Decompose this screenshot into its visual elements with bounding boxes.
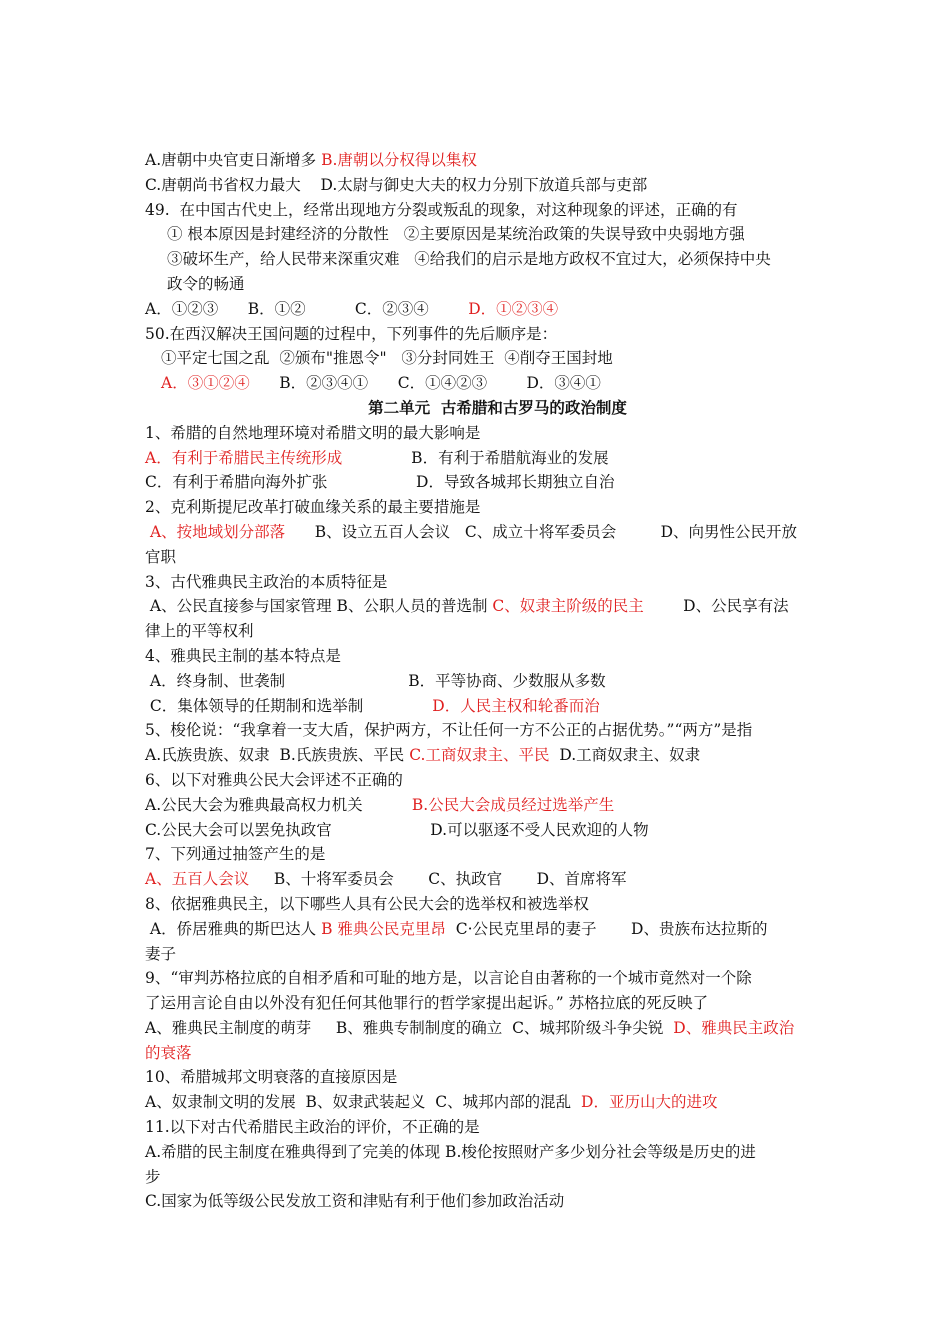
text-segment: 50.在西汉解决王国问题的过程中，下列事件的先后顺序是： bbox=[145, 324, 558, 343]
answer-text: D．人民主权和轮番而治 bbox=[432, 696, 600, 715]
answer-text: D、雅典民主政治 bbox=[673, 1018, 795, 1037]
text-segment: 1、希腊的自然地理环境对希腊文明的最大影响是 bbox=[145, 423, 481, 442]
text-segment: 10、希腊城邦文明衰落的直接原因是 bbox=[145, 1068, 398, 1087]
document-body bbox=[145, 148, 810, 1214]
question-stem bbox=[145, 322, 810, 347]
options-line bbox=[145, 470, 810, 495]
answer-text: A．③①②④ bbox=[161, 374, 250, 393]
question-stem bbox=[145, 644, 810, 669]
text-segment: C．有利于希腊向海外扩张 D．导致各城邦长期独立自治 bbox=[145, 473, 615, 492]
options-line bbox=[145, 1090, 810, 1115]
text-segment: 11.以下对古代希腊民主政治的评价，不正确的是 bbox=[145, 1118, 480, 1137]
text-segment: 4、雅典民主制的基本特点是 bbox=[145, 646, 341, 665]
answer-text: A．有利于希腊民主传统形成 bbox=[145, 448, 343, 467]
text-segment: 7、下列通过抽签产生的是 bbox=[145, 845, 326, 864]
options-line bbox=[145, 371, 810, 396]
question-stem bbox=[145, 1115, 810, 1140]
text-segment: D.工商奴隶主、奴隶 bbox=[549, 746, 701, 765]
text-segment: 6、以下对雅典公民大会评述不正确的 bbox=[145, 770, 403, 789]
options-line bbox=[145, 1016, 810, 1041]
text-line bbox=[145, 247, 810, 272]
text-segment: B、设立五百人会议 C、成立十将军委员会 D、向男性公民开放 bbox=[285, 522, 798, 541]
text-segment: D、公民享有法 bbox=[643, 597, 789, 616]
text-segment: 2、克利斯提尼改革打破血缘关系的最主要措施是 bbox=[145, 498, 481, 517]
question-stem bbox=[145, 495, 810, 520]
answer-text: A、五百人会议 bbox=[145, 870, 250, 889]
options-line bbox=[145, 446, 810, 471]
answer-text: B 雅典公民克里昂 bbox=[321, 919, 446, 938]
section-title-text: 第二单元 古希腊和古罗马的政治制度 bbox=[368, 397, 627, 417]
options-line bbox=[145, 793, 810, 818]
options-line bbox=[145, 520, 810, 545]
answer-text: D．①②③④ bbox=[468, 299, 559, 318]
question-stem bbox=[145, 991, 810, 1016]
text-segment: 政令的畅通 bbox=[167, 274, 245, 293]
text-segment: A、雅典民主制度的萌芽 B、雅典专制制度的确立 C、城邦阶级斗争尖锐 bbox=[145, 1018, 674, 1037]
text-line bbox=[145, 545, 810, 570]
text-segment: 9、“审判苏格拉底的自相矛盾和可耻的地方是，以言论自由著称的一个城市竟然对一个除 bbox=[145, 969, 752, 988]
options-line bbox=[145, 1140, 810, 1165]
options-line bbox=[145, 1189, 810, 1214]
text-segment: A.希腊的民主制度在雅典得到了完美的体现 B.梭伦按照财产多少划分社会等级是历史的进 bbox=[145, 1142, 756, 1161]
text-line bbox=[145, 272, 810, 297]
options-line bbox=[145, 818, 810, 843]
text-line bbox=[145, 1165, 810, 1190]
text-segment: A．侨居雅典的斯巴达人 bbox=[145, 919, 322, 938]
question-stem bbox=[145, 1065, 810, 1090]
text-line bbox=[145, 346, 810, 371]
text-segment: A．①②③ B．①② C．②③④ bbox=[145, 299, 469, 318]
question-stem bbox=[145, 421, 810, 446]
text-segment: 5、梭伦说：“我拿着一支大盾，保护两方，不让任何一方不公正的占据优势。”“两方”是指 bbox=[145, 721, 753, 740]
text-segment: C.公民大会可以罢免执政官 D.可以驱逐不受人民欢迎的人物 bbox=[145, 820, 649, 839]
options-line bbox=[145, 694, 810, 719]
answer-text: C.工商奴隶主、平民 bbox=[409, 746, 550, 765]
text-segment: B、十将军委员会 C、执政官 D、首席将军 bbox=[249, 870, 627, 889]
text-segment: ①平定七国之乱 ②颁布"推恩令" ③分封同姓王 ④削夺王国封地 bbox=[161, 349, 613, 368]
question-stem bbox=[145, 768, 810, 793]
question-stem bbox=[145, 198, 810, 223]
text-segment: 49. 在中国古代史上，经常出现地方分裂或叛乱的现象，对这种现象的评述，正确的有 bbox=[145, 200, 738, 219]
text-segment: C．集体领导的任期制和选举制 bbox=[145, 696, 433, 715]
text-line bbox=[145, 619, 810, 644]
answer-text: D．亚历山大的进攻 bbox=[581, 1093, 718, 1112]
section-title bbox=[145, 396, 810, 421]
answer-text: A、按地域划分部落 bbox=[149, 522, 286, 541]
question-stem bbox=[145, 842, 810, 867]
text-segment: A.氏族贵族、奴隶 B.氏族贵族、平民 bbox=[145, 746, 410, 765]
text-segment: A、公民直接参与国家管理 B、公职人员的普选制 bbox=[145, 597, 493, 616]
text-segment: A.唐朝中央官吏日渐增多 bbox=[145, 151, 322, 169]
text-segment: 步 bbox=[145, 1167, 161, 1186]
text-line bbox=[145, 942, 810, 967]
text-segment: ③破坏生产，给人民带来深重灾难 ④给我们的启示是地方政权不宜过大，必须保持中央 bbox=[167, 250, 771, 269]
text-line bbox=[145, 173, 810, 198]
options-line bbox=[145, 297, 810, 322]
text-segment: C.国家为低等级公民发放工资和津贴有利于他们参加政治活动 bbox=[145, 1192, 565, 1211]
options-line bbox=[145, 1041, 810, 1066]
question-stem bbox=[145, 966, 810, 991]
text-segment: A.公民大会为雅典最高权力机关 bbox=[145, 795, 412, 814]
text-segment: A．终身制、世袭制 B．平等协商、少数服从多数 bbox=[145, 671, 606, 690]
text-segment: 律上的平等权利 bbox=[145, 622, 254, 641]
text-segment: B．②③④① C．①④②③ D．③④① bbox=[249, 374, 601, 393]
answer-text: B.公民大会成员经过选举产生 bbox=[411, 795, 615, 814]
options-line bbox=[145, 867, 810, 892]
text-line bbox=[145, 148, 810, 173]
answer-text: 的衰落 bbox=[145, 1043, 192, 1062]
question-stem bbox=[145, 892, 810, 917]
answer-text: C、奴隶主阶级的民主 bbox=[492, 597, 644, 616]
text-segment: ① 根本原因是封建经济的分散性 ②主要原因是某统治政策的失误导致中央弱地方强 bbox=[167, 225, 745, 244]
options-line bbox=[145, 594, 810, 619]
question-stem bbox=[145, 718, 810, 743]
text-segment: 妻子 bbox=[145, 944, 177, 963]
answer-text: B.唐朝以分权得以集权 bbox=[321, 151, 477, 169]
question-stem bbox=[145, 570, 810, 595]
text-segment: 了运用言论自由以外没有犯任何其他罪行的哲学家提出起诉。” 苏格拉底的死反映了 bbox=[145, 994, 709, 1013]
text-segment: 3、古代雅典民主政治的本质特征是 bbox=[145, 572, 388, 591]
options-line bbox=[145, 743, 810, 768]
text-segment: A、奴隶制文明的发展 B、奴隶武装起义 C、城邦内部的混乱 bbox=[145, 1093, 582, 1112]
text-segment: C.唐朝尚书省权力最大 D.太尉与御史大夫的权力分别下放道兵部与吏部 bbox=[145, 175, 648, 194]
text-segment: 官职 bbox=[145, 547, 177, 566]
options-line bbox=[145, 917, 810, 942]
text-segment: C·公民克里昂的妻子 D、贵族布达拉斯的 bbox=[445, 919, 768, 938]
text-line bbox=[145, 222, 810, 247]
text-segment: B．有利于希腊航海业的发展 bbox=[342, 448, 609, 467]
options-line bbox=[145, 669, 810, 694]
text-segment: 8、依据雅典民主，以下哪些人具有公民大会的选举权和被选举权 bbox=[145, 894, 589, 913]
